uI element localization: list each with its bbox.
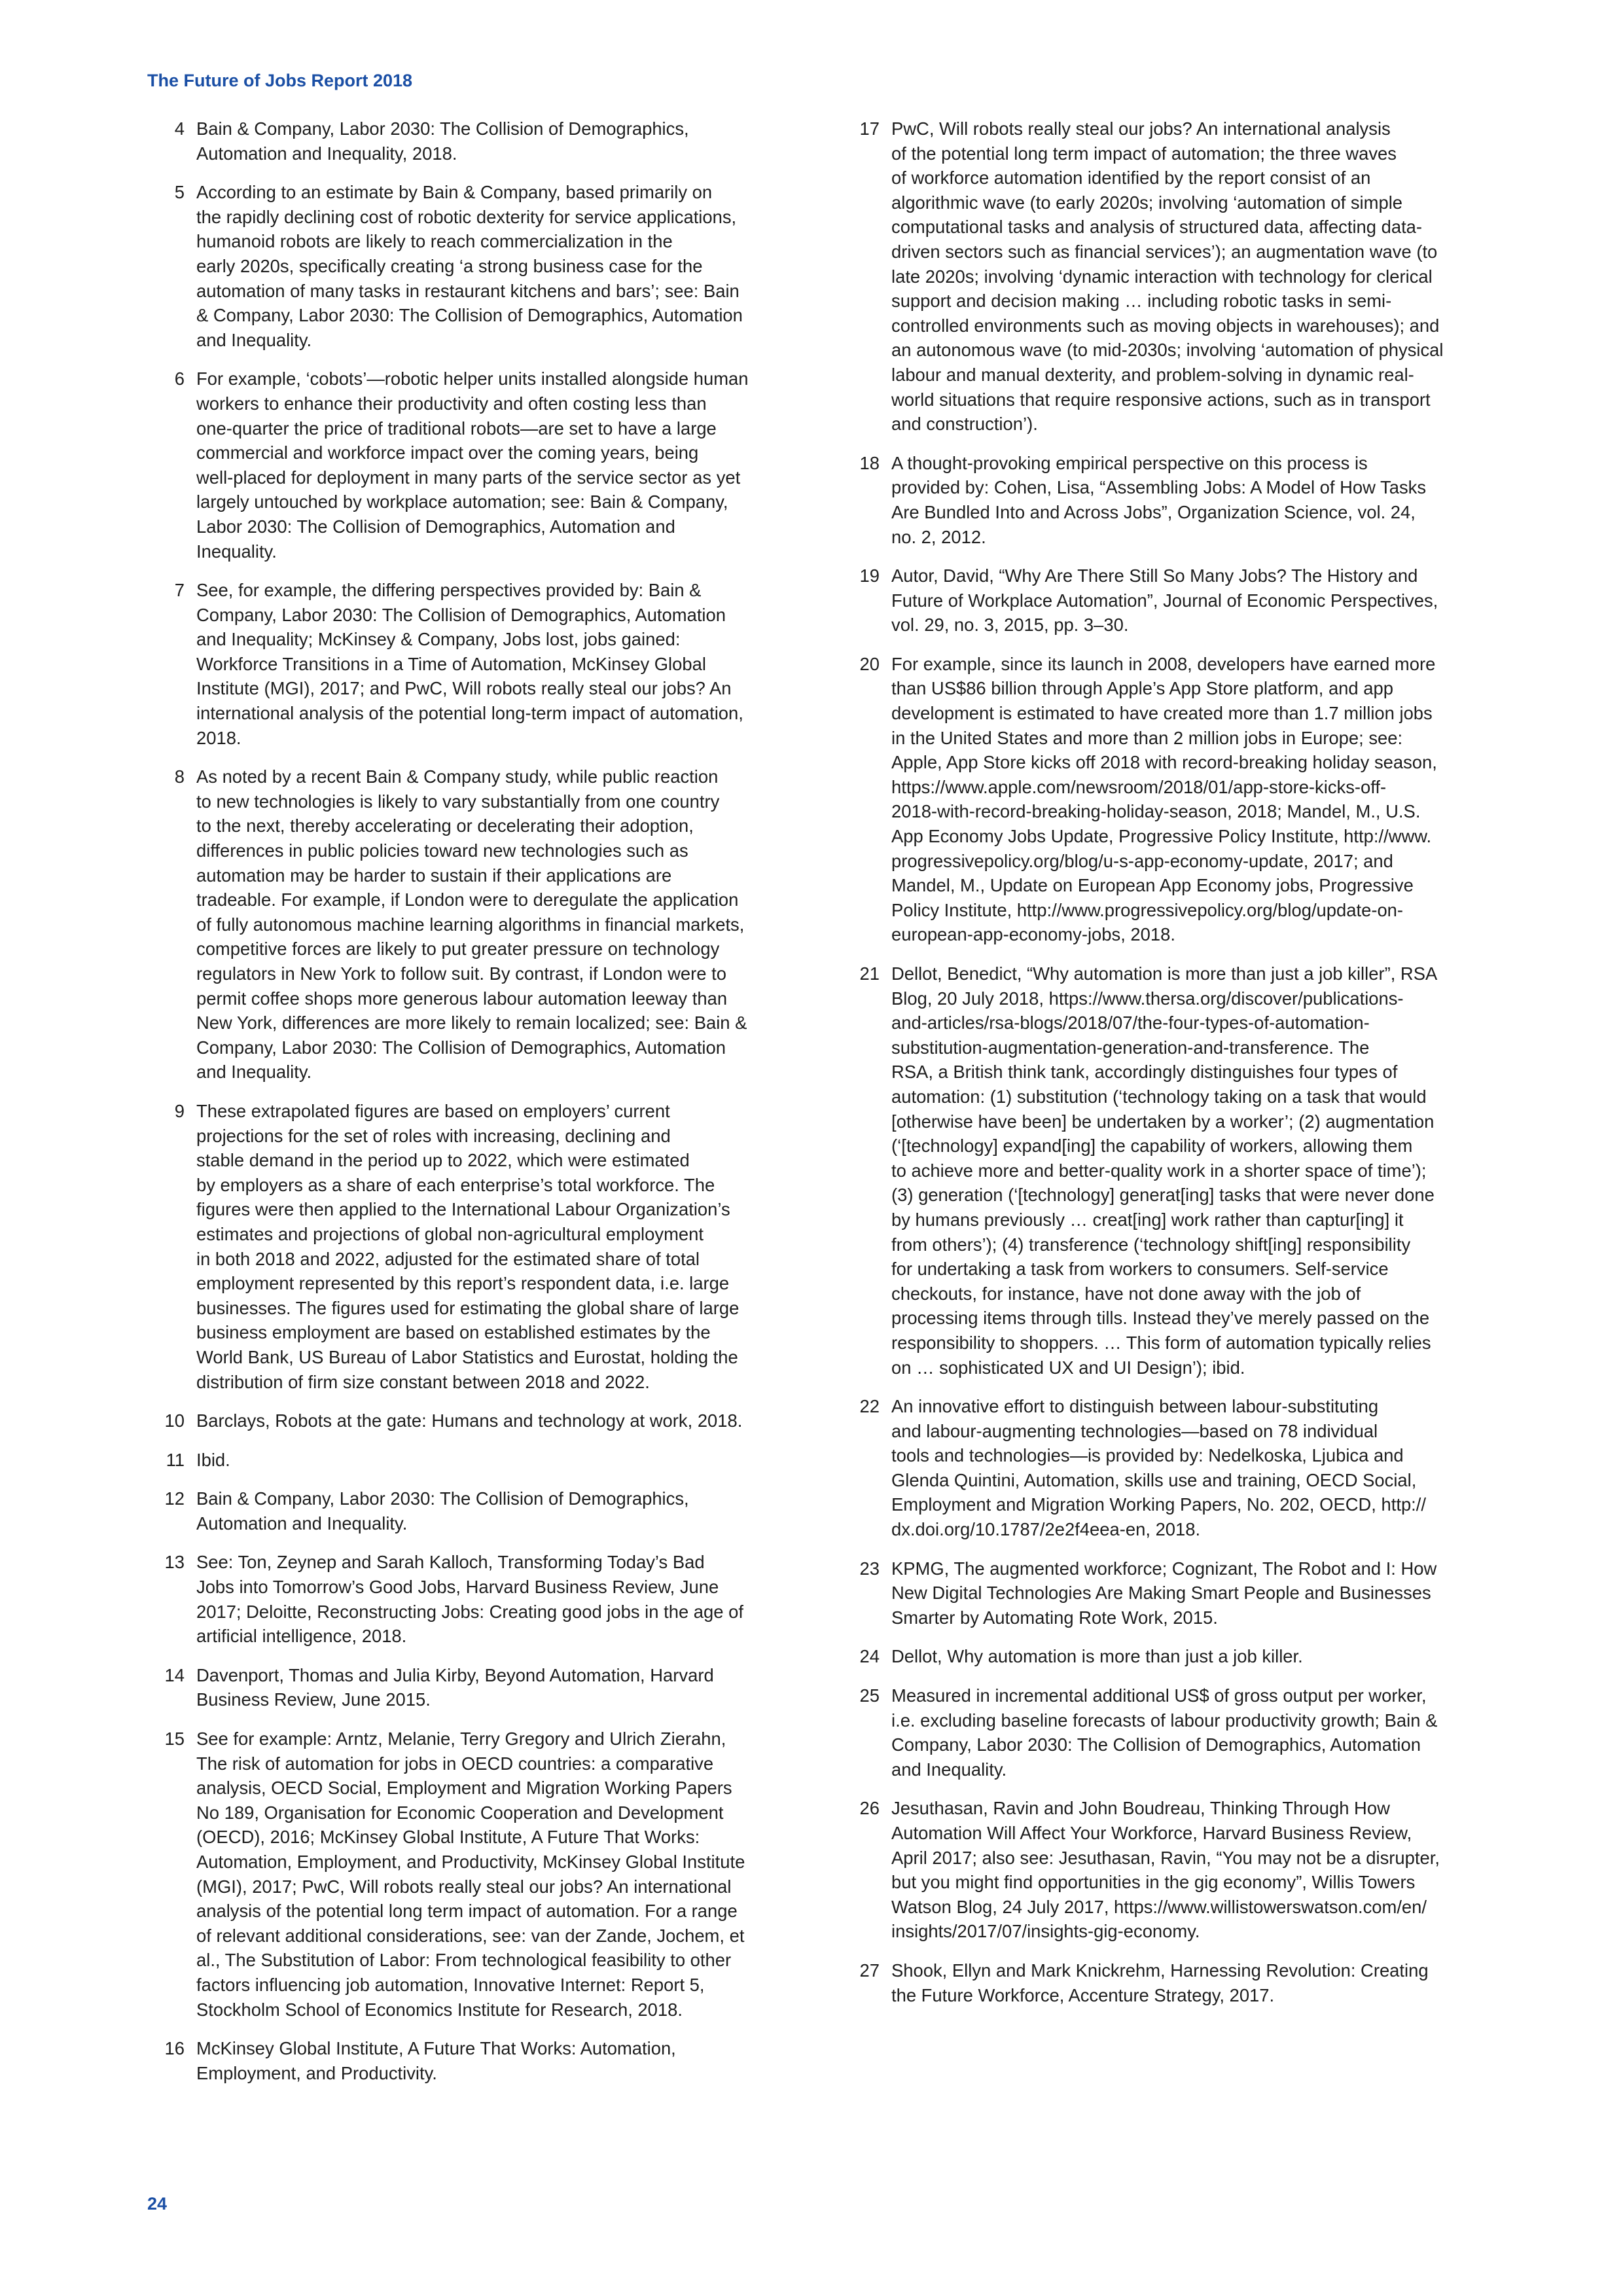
endnote-number: 4: [174, 118, 185, 139]
endnote-text: A thought-provoking empirical perspective on this process is provided by: Cohen, Lisa, “Assembling Jobs: A Model of How Tasks Are Bundled Into and Across Jobs”, Organization Science, vol. 24, no. 2, 2012.: [891, 452, 1427, 547]
endnote-text: KPMG, The augmented workforce; Cognizant, The Robot and I: How New Digital Technologies Are Making Smart People and Businesses Smarter by Automating Rote Work, 2015.: [891, 1558, 1437, 1628]
endnote-26: [852, 1796, 1497, 1944]
endnote-12: [157, 1486, 802, 1535]
endnote-number: 14: [164, 1664, 185, 1685]
endnote-21: [852, 961, 1497, 1380]
endnote-text: For example, since its launch in 2008, developers have earned more than US$86 billion through Apple’s App Store platform, and app development is estimated to have created more than 1.7 million jobs in the United States and more than 2 million jobs in Europe; see: Apple, App Store kicks off 2018 with record-breaking holiday season, https://www.apple.com/newsroom/2018/01/app-store-kicks-off- 2018-with-record-breaking-holiday-season, 2018; Mandel, M., U.S. App Economy Jobs Update, Progressive Policy Institute, http://www. progressivepolicy.org/blog/u-s-app-economy-update, 2017; and Mandel, M., Update on European App Economy jobs, Progressive Policy Institute, http://www.progressivepolicy.org/blog/update-on- european-app-economy-jobs, 2018.: [891, 653, 1437, 945]
endnote-text: As noted by a recent Bain & Company study, while public reaction to new technologies is likely to vary substantially from one country to the next, thereby accelerating or decelerating their adoption, differences in public policies toward new technologies such as automation may be harder to sustain if their applications are tradeable. For example, if London were to deregulate the application of fully autonomous machine learning algorithms in financial markets, competitive forces are likely to put greater pressure on technology regulators in New York to follow suit. By contrast, if London were to permit coffee shops more generous labour automation leeway than New York, differences are more likely to remain localized; see: Bain & Company, Labor 2030: The Collision of Demographics, Automation and Inequality.: [196, 766, 747, 1083]
endnote-number: 27: [859, 1960, 880, 1981]
endnote-16: [157, 2036, 802, 2085]
endnote-number: 13: [164, 1552, 185, 1573]
endnote-number: 10: [164, 1410, 185, 1431]
endnote-number: 15: [164, 1729, 185, 1749]
endnote-15: [157, 1727, 802, 2022]
endnote-number: 5: [174, 182, 185, 203]
endnote-text: See: Ton, Zeynep and Sarah Kalloch, Transforming Today’s Bad Jobs into Tomorrow’s Good Jobs, Harvard Business Review, June 2017; Deloitte, Reconstructing Jobs: Creating good jobs in the age of artificial intelligence, 2018.: [196, 1552, 743, 1647]
endnote-10: [157, 1408, 802, 1433]
endnote-text: Dellot, Benedict, “Why automation is more than just a job killer”, RSA Blog, 20 July 2018, https://www.thersa.org/discover/publications- and-articles/rsa-blogs/2018/07/the-four-types-of-automation- substitution-augmentation-generation-and-transference. The RSA, a British think tank, accordingly distinguishes four types of automation: (1) substitution (‘technology taking on a task that would [otherwise have been] be undertaken by a worker’; (2) augmentation (‘[technology] expand[ing] the capability of workers, allowing them to achieve more and better-quality work in a shorter space of time’); (3) generation (‘[technology] generat[ing] tasks that were never done by humans previously … creat[ing] work rather than captur[ing] it from others’); (4) transference (‘technology shift[ing] responsibility for undertaking a task from workers to consumers. Self-service checkouts, for instance, have not done away with the job of processing items through tills. Instead they’ve merely passed on the responsibility to shoppers. … This form of automation typically relies on … sophisticated UX and UI Design’); ibid.: [891, 963, 1438, 1378]
endnote-text: According to an estimate by Bain & Company, based primarily on the rapidly declining cost of robotic dexterity for service applications, humanoid robots are likely to reach commercialization in the early 2020s, specifically creating ‘a strong business case for the automation of many tasks in restaurant kitchens and bars’; see: Bain & Company, Labor 2030: The Collision of Demographics, Automation and Inequality.: [196, 182, 743, 350]
notes-column-left: [157, 117, 802, 2085]
endnote-text: See for example: Arntz, Melanie, Terry Gregory and Ulrich Zierahn, The risk of automation for jobs in OECD countries: a comparative analysis, OECD Social, Employment and Migration Working Papers No 189, Organisation for Economic Cooperation and Development (OECD), 2016; McKinsey Global Institute, A Future That Works: Automation, Employment, and Productivity, McKinsey Global Institute (MGI), 2017; PwC, Will robots really steal our jobs? An international analysis of the potential long term impact of automation. For a range of relevant additional considerations, see: van der Zande, Jochem, et al., The Substitution of Labor: From technological feasibility to other factors influencing job automation, Innovative Internet: Report 5, Stockholm School of Economics Institute for Research, 2018.: [196, 1729, 745, 2020]
endnote-number: 7: [174, 580, 185, 601]
endnote-19: [852, 564, 1497, 637]
endnote-6: [157, 367, 802, 564]
notes-column-right: [852, 117, 1497, 2007]
endnote-number: 16: [164, 2038, 185, 2059]
endnote-text: An innovative effort to distinguish between labour-substituting and labour-augmenting technologies—based on 78 individual tools and technologies—is provided by: Nedelkoska, Ljubica and Glenda Quintini, Automation, skills use and training, OECD Social, Employment and Migration Working Papers, No. 202, OECD, http:// dx.doi.org/10.1787/2e2f4eea-en, 2018.: [891, 1396, 1427, 1540]
endnote-text: Dellot, Why automation is more than just a job killer.: [891, 1646, 1303, 1667]
endnote-23: [852, 1556, 1497, 1630]
endnote-22: [852, 1394, 1497, 1542]
endnote-text: These extrapolated figures are based on employers’ current projections for the set of roles with increasing, declining and stable demand in the period up to 2022, which were estimated by employers as a share of each enterprise’s total workforce. The figures were then applied to the International Labour Organization’s estimates and projections of global non-agricultural employment in both 2018 and 2022, adjusted for the estimated share of total employment represented by this report’s respondent data, i.e. large businesses. The figures used for estimating the global share of large business employment are based on established estimates by the World Bank, US Bureau of Labor Statistics and Eurostat, holding the distribution of firm size constant between 2018 and 2022.: [196, 1100, 740, 1392]
endnote-text: Autor, David, “Why Are There Still So Many Jobs? The History and Future of Workplace Automation”, Journal of Economic Perspectives, vol. 29, no. 3, 2015, pp. 3–30.: [891, 565, 1438, 636]
endnote-text: Shook, Ellyn and Mark Knickrehm, Harnessing Revolution: Creating the Future Workforce, Accenture Strategy, 2017.: [891, 1960, 1429, 2005]
page-number: 24: [147, 2194, 168, 2214]
endnote-text: Barclays, Robots at the gate: Humans and technology at work, 2018.: [196, 1410, 743, 1431]
endnote-text: Davenport, Thomas and Julia Kirby, Beyond Automation, Harvard Business Review, June 2015.: [196, 1664, 714, 1710]
endnote-27: [852, 1958, 1497, 2007]
endnote-number: 18: [859, 452, 880, 473]
endnote-7: [157, 578, 802, 750]
endnote-text: Ibid.: [196, 1449, 230, 1470]
endnote-25: [852, 1683, 1497, 1782]
endnote-number: 21: [859, 963, 880, 984]
endnote-text: Bain & Company, Labor 2030: The Collision of Demographics, Automation and Inequality.: [196, 1488, 689, 1534]
endnote-number: 26: [859, 1798, 880, 1819]
report-title: The Future of Jobs Report 2018: [147, 71, 413, 90]
endnote-14: [157, 1663, 802, 1712]
endnote-9: [157, 1099, 802, 1394]
endnote-17: [852, 117, 1497, 437]
endnote-number: 19: [859, 565, 880, 586]
endnote-8: [157, 764, 802, 1085]
endnote-18: [852, 451, 1497, 549]
endnote-number: 23: [859, 1558, 880, 1579]
endnote-24: [852, 1644, 1497, 1669]
endnote-number: 6: [174, 368, 185, 389]
endnote-number: 17: [859, 118, 880, 139]
endnote-4: [157, 117, 802, 166]
endnote-text: See, for example, the differing perspectives provided by: Bain & Company, Labor 2030: The Collision of Demographics, Automation and Inequality; McKinsey & Company, Jobs lost, jobs gained: Workforce Transitions in a Time of Automation, McKinsey Global Institute (MGI), 2017; and PwC, Will robots really steal our jobs? An international analysis of the potential long-term impact of automation, 2018.: [196, 580, 743, 748]
endnote-13: [157, 1550, 802, 1648]
endnote-text: Measured in incremental additional US$ of gross output per worker, i.e. excluding baseline forecasts of labour productivity growth; Bain & Company, Labor 2030: The Collision of Demographics, Automation and Inequality.: [891, 1685, 1438, 1780]
endnote-text: PwC, Will robots really steal our jobs? An international analysis of the potential long term impact of automation; the three waves of workforce automation identified by the report consist of an algorithmic wave (to early 2020s; involving ‘automation of simple computational tasks and analysis of structured data, affecting data- driven sectors such as financial services’); an augmentation wave (to late 2020s; involving ‘dynamic interaction with technology for clerical support and decision making … including robotic tasks in semi- controlled environments such as moving objects in warehouses); and an autonomous wave (to mid-2030s; involving ‘automation of physical labour and manual dexterity, and problem-solving in dynamic real- world situations that require responsive actions, such as in transport and construction’).: [891, 118, 1444, 435]
endnote-text: Bain & Company, Labor 2030: The Collision of Demographics, Automation and Inequality, 2018.: [196, 118, 689, 164]
endnote-text: Jesuthasan, Ravin and John Boudreau, Thinking Through How Automation Will Affect Your Workforce, Harvard Business Review, April 2017; also see: Jesuthasan, Ravin, “You may not be a disrupter, but you might find opportunities in the gig economy”, Willis Towers Watson Blog, 24 July 2017, https://www.willistowerswatson.com/en/ insights/2017/07/insights-gig-economy.: [891, 1798, 1440, 1942]
endnote-20: [852, 652, 1497, 947]
endnote-11: [157, 1448, 802, 1473]
endnote-number: 22: [859, 1396, 880, 1417]
endnote-5: [157, 180, 802, 352]
endnote-number: 25: [859, 1685, 880, 1706]
endnote-number: 8: [174, 766, 185, 787]
endnote-number: 20: [859, 653, 880, 674]
endnote-text: For example, ‘cobots’—robotic helper units installed alongside human workers to enhance their productivity and often costing less than one-quarter the price of traditional robots—are set to have a large commercial and workforce impact over the coming years, being well-placed for deployment in many parts of the service sector as yet largely untouched by workplace automation; see: Bain & Company, Labor 2030: The Collision of Demographics, Automation and Inequality.: [196, 368, 749, 562]
endnote-number: 24: [859, 1646, 880, 1667]
endnote-number: 12: [164, 1488, 185, 1509]
endnote-number: 9: [174, 1100, 185, 1121]
endnote-number: 11: [166, 1449, 185, 1470]
endnote-text: McKinsey Global Institute, A Future That Works: Automation, Employment, and Productivity.: [196, 2038, 676, 2083]
